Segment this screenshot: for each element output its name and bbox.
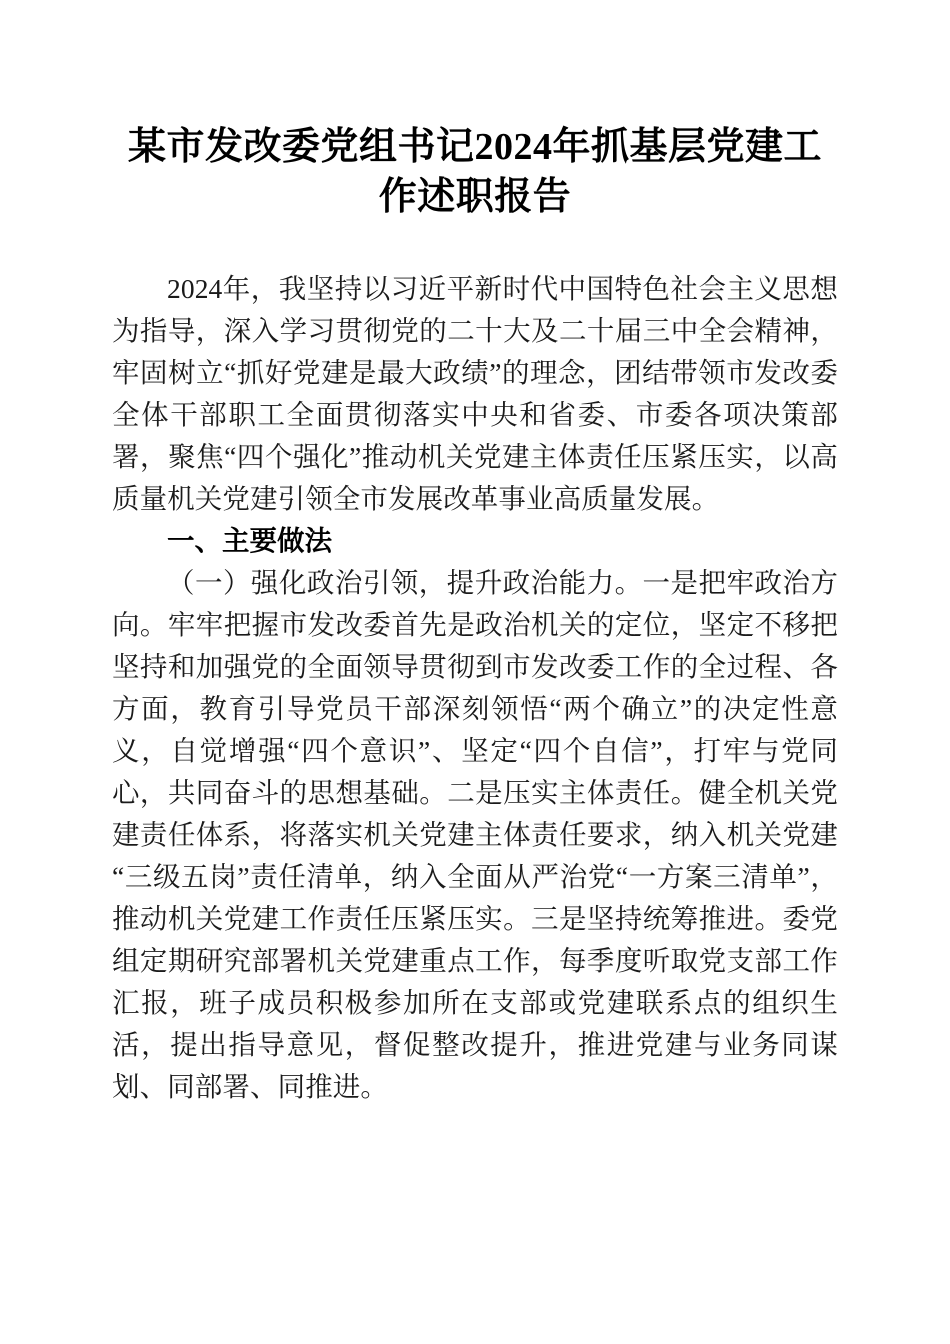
paragraph-section-one: （一）强化政治引领，提升政治能力。一是把牢政治方向。牢牢把握市发改委首先是政治机关的定位，坚定不移把坚持和加强党的全面领导贯彻到市发改委工作的全过程、各方面，教育引导党员干部深刻领悟“两个确立”的决定性意义，自觉增强“四个意识”、坚定“四个自信”，打牢与党同心，共同奋斗的思想基础。二是压实主体责任。健全机关党建责任体系，将落实机关党建主体责任要求，纳入机关党建“三级五岗”责任清单，纳入全面从严治党“一方案三清单”，推动机关党建工作责任压紧压实。三是坚持统筹推进。委党组定期研究部署机关党建重点工作，每季度听取党支部工作汇报，班子成员积极参加所在支部或党建联系点的组织生活，提出指导意见，督促整改提升，推进党建与业务同谋划、同部署、同推进。 (112, 567, 838, 1102)
page-title: 某市发改委党组书记2024年抓基层党建工作述职报告 (127, 126, 822, 218)
document-body (112, 0, 838, 1108)
paragraph-intro: 2024年，我坚持以习近平新时代中国特色社会主义思想为指导，深入学习贯彻党的二十大及二十届三中全会精神，牢固树立“抓好党建是最大政绩”的理念，团结带领市发改委全体干部职工全面贯彻落实中央和省委、市委各项决策部署，聚焦“四个强化”推动机关党建主体责任压紧压实，以高质量机关党建引领全市发展改革事业高质量发展。 (112, 273, 838, 514)
heading-main-practices: 一、主要做法 (167, 525, 332, 556)
title-spacer (112, 222, 838, 268)
